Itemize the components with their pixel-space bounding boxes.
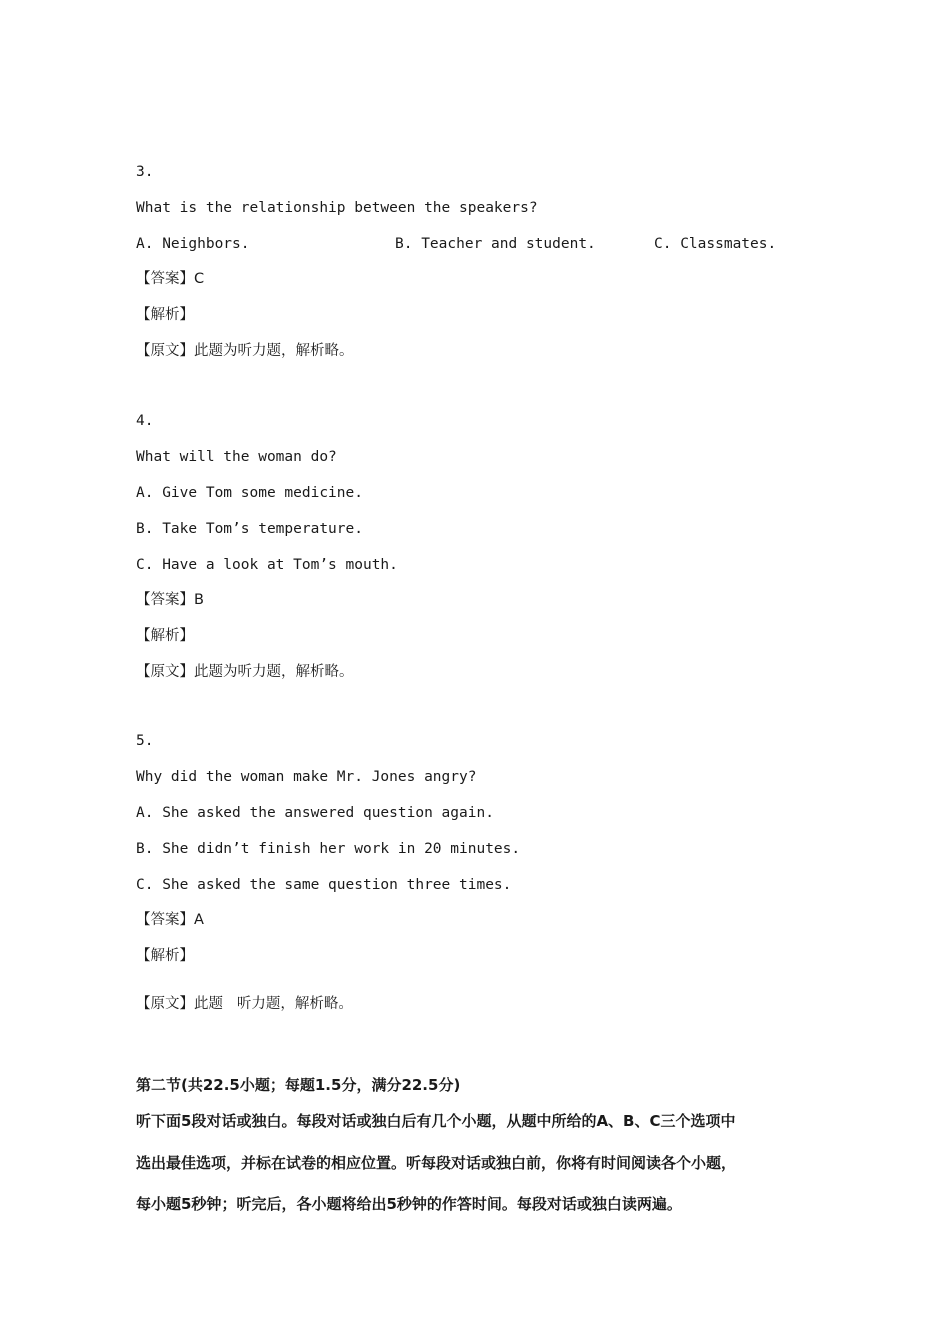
analysis-line: 【解析】 xyxy=(136,628,194,644)
option-c: C. Have a look at Tom’s mouth. xyxy=(136,557,398,573)
option-a: A. Neighbors. xyxy=(136,236,250,252)
section-instruction-line-1: 听下面5段对话或独白。每段对话或独白后有几个小题，从题中所给的A、B、C三个选项中 xyxy=(136,1112,736,1130)
source-line: 【原文】此题为听力题，解析略。 xyxy=(136,664,354,680)
answer-line: 【答案】B xyxy=(136,592,204,608)
option-c: C. She asked the same question three times. xyxy=(136,877,512,893)
analysis-line: 【解析】 xyxy=(136,307,194,323)
option-b: B. Take Tom’s temperature. xyxy=(136,521,363,537)
source-line: 【原文】此题 听力题，解析略。 xyxy=(136,996,353,1012)
answer-line: 【答案】C xyxy=(136,271,205,287)
source-line: 【原文】此题为听力题，解析略。 xyxy=(136,343,354,359)
section-instruction-line-3: 每小题5秒钟；听完后，各小题将给出5秒钟的作答时间。每段对话或独白读两遍。 xyxy=(136,1195,682,1213)
option-c: C. Classmates. xyxy=(654,236,777,252)
question-number: 4. xyxy=(136,413,154,429)
section-instruction-line-2: 选出最佳选项，并标在试卷的相应位置。听每段对话或独白前，你将有时间阅读各个小题， xyxy=(136,1154,737,1172)
answer-line: 【答案】A xyxy=(136,912,204,928)
question-text: Why did the woman make Mr. Jones angry? xyxy=(136,769,477,785)
question-number: 5. xyxy=(136,733,154,749)
question-text: What is the relationship between the speakers? xyxy=(136,200,538,216)
question-number: 3. xyxy=(136,164,154,180)
question-text: What will the woman do? xyxy=(136,449,337,465)
analysis-line: 【解析】 xyxy=(136,948,194,964)
section-heading: 第二节(共22.5小题；每题1.5分，满分22.5分) xyxy=(136,1076,461,1094)
option-b: B. She didn’t finish her work in 20 minutes. xyxy=(136,841,521,857)
option-a: A. She asked the answered question again. xyxy=(136,805,494,821)
option-a: A. Give Tom some medicine. xyxy=(136,485,363,501)
option-b: B. Teacher and student. xyxy=(395,236,596,252)
